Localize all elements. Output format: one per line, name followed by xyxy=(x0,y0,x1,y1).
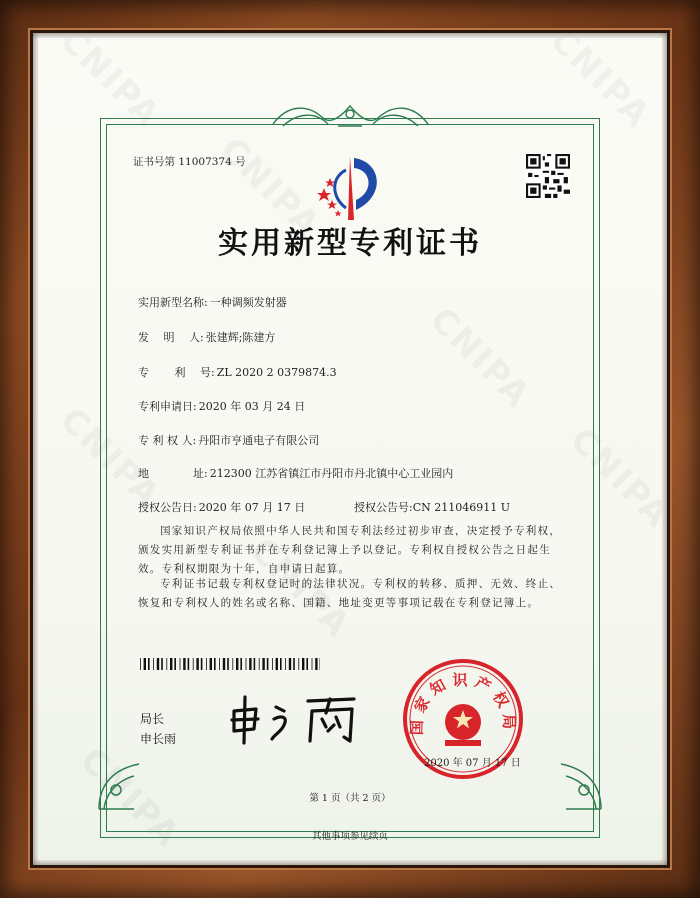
field-patent-number-value: ZL 2020 2 0379874.3 xyxy=(216,366,337,379)
field-name xyxy=(138,294,287,310)
certificate-number xyxy=(133,154,246,169)
field-address xyxy=(138,465,453,481)
director-name: 申长雨 xyxy=(140,732,177,746)
director-title: 局长 xyxy=(140,712,165,726)
field-inventor-label: 发 明 人: xyxy=(138,331,204,344)
field-name-label: 实用新型名称: xyxy=(138,296,208,309)
certificate-paragraph-1: 国家知识产权局依照中华人民共和国专利法经过初步审查，决定授予专利权，颁发实用新型专利证书并在专利登记簿上予以登记。专利权自授权公告之日起生效。专利权期限为十年，自申请日起算。 xyxy=(138,525,562,575)
field-publication-date xyxy=(138,499,305,515)
page-info: 第 1 页（共 2 页） xyxy=(309,793,391,804)
seal-date: 2020 年 07 月 17 日 xyxy=(424,758,521,769)
certificate-paragraph-2: 专利证书记载专利权登记时的法律状况。专利权的转移、质押、无效、终止、恢复和专利权人的姓名或名称、国籍、地址变更等事项记载在专利登记簿上。 xyxy=(138,578,562,609)
field-owner-label: 专 利 权 人: xyxy=(138,434,197,447)
field-inventor-value: 张建辉;陈建方 xyxy=(205,331,276,344)
certificate-number-value: 11007374 xyxy=(178,156,232,168)
field-filing-date xyxy=(138,398,305,414)
field-inventor xyxy=(138,329,275,345)
field-address-value: 212300 江苏省镇江市丹阳市丹北镇中心工业园内 xyxy=(209,467,454,480)
cnipa-logo-icon xyxy=(310,148,390,228)
certificate-paper xyxy=(38,38,662,860)
field-publication-number-value: CN 211046911 U xyxy=(412,501,511,514)
barcode-icon xyxy=(140,658,320,670)
director-signature xyxy=(226,691,366,747)
certificate-number-suffix: 号 xyxy=(235,156,246,168)
certificate-title: 实用新型专利证书 xyxy=(218,226,482,261)
certificate-number-label: 证书号第 xyxy=(133,156,175,168)
field-patent-number xyxy=(138,364,337,380)
corner-ornament-right xyxy=(546,754,606,814)
field-patent-number-label: 专 利 号: xyxy=(138,366,215,379)
footer-note: 其他事项参见续页 xyxy=(311,831,388,842)
field-name-value: 一种调频发射器 xyxy=(209,296,287,309)
field-address-label: 地 址: xyxy=(138,467,208,480)
seal-text: 国家知识产权局 xyxy=(407,671,519,736)
field-publication-date-value: 2020 年 07 月 17 日 xyxy=(198,501,306,514)
corner-ornament-left xyxy=(94,754,154,814)
qr-code-icon xyxy=(526,154,570,198)
field-publication-number xyxy=(354,499,510,515)
field-filing-date-value: 2020 年 03 月 24 日 xyxy=(198,400,306,413)
field-owner xyxy=(138,432,319,448)
field-owner-value: 丹阳市亨通电子有限公司 xyxy=(198,434,320,447)
field-publication-number-label: 授权公告号: xyxy=(354,501,413,514)
field-filing-date-label: 专利申请日: xyxy=(138,400,197,413)
field-publication-date-label: 授权公告日: xyxy=(138,501,197,514)
